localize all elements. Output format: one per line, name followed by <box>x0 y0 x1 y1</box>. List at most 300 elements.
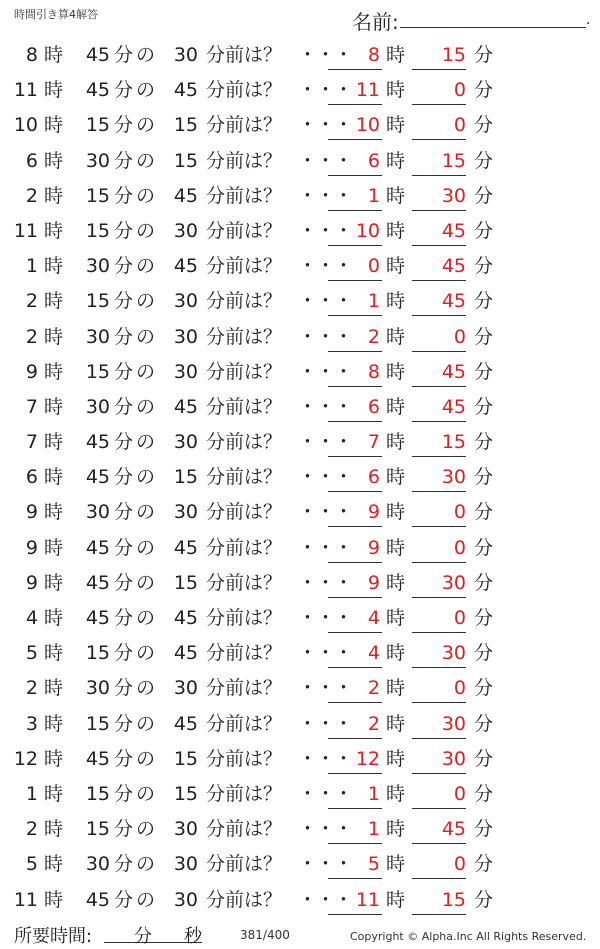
leader-dots: ・・・ <box>298 395 353 418</box>
problem-minute: 45 <box>85 571 110 594</box>
leader-dots: ・・・ <box>298 219 353 242</box>
answer-hour: 6 <box>328 460 382 492</box>
problem-row <box>0 707 600 742</box>
subtract-minutes: 30 <box>173 44 198 66</box>
subtract-minutes: 30 <box>173 360 198 383</box>
problem-minute: 15 <box>85 818 110 841</box>
answer-minute: 0 <box>412 847 466 879</box>
answer-minute-unit: 分 <box>474 818 494 841</box>
minute-unit: 分 <box>114 466 134 489</box>
question-text: 分前は？ <box>206 360 283 383</box>
subtract-minutes: 15 <box>173 782 198 805</box>
problem-row <box>0 179 600 214</box>
answer-minute-unit: 分 <box>474 712 494 735</box>
answer-hour: 1 <box>328 284 382 316</box>
second-unit: 秒 <box>184 926 202 947</box>
subtract-minutes: 45 <box>173 607 198 629</box>
minute-unit: 分 <box>114 747 134 770</box>
answer-minute-unit: 分 <box>474 184 494 207</box>
problem-hour: 11 <box>13 888 38 911</box>
minute-unit: 分 <box>114 149 134 172</box>
question-text: 分前は？ <box>206 888 283 911</box>
subtract-minutes: 30 <box>173 219 198 242</box>
particle-no: の <box>136 79 156 102</box>
answer-minute-unit: 分 <box>474 853 494 876</box>
hour-unit: 時 <box>44 782 64 805</box>
hour-unit: 時 <box>44 79 64 102</box>
particle-no: の <box>136 712 156 735</box>
problem-minute: 30 <box>85 501 110 524</box>
question-text: 分前は？ <box>206 114 283 137</box>
answer-minute-unit: 分 <box>474 325 494 348</box>
problem-hour: 9 <box>25 571 38 594</box>
answer-minute-unit: 分 <box>474 571 494 594</box>
leader-dots: ・・・ <box>298 536 353 559</box>
question-text: 分前は？ <box>206 782 283 805</box>
minute-unit: 分 <box>114 642 134 665</box>
problem-hour: 11 <box>13 79 38 102</box>
answer-hour-unit: 時 <box>386 782 406 805</box>
question-text: 分前は？ <box>206 642 283 665</box>
answer-minute: 45 <box>412 390 466 422</box>
problem-hour: 10 <box>13 114 38 137</box>
problem-hour: 9 <box>25 536 38 559</box>
answer-hour-unit: 時 <box>386 642 406 665</box>
answer-hour-unit: 時 <box>386 818 406 841</box>
problem-minute: 15 <box>85 360 110 383</box>
minute-unit: 分 <box>114 501 134 524</box>
question-text: 分前は？ <box>206 149 283 172</box>
particle-no: の <box>136 114 156 137</box>
problem-minute: 15 <box>85 114 110 137</box>
answer-hour: 8 <box>328 355 382 387</box>
answer-hour-unit: 時 <box>386 712 406 735</box>
answer-hour-unit: 時 <box>386 607 406 629</box>
question-text: 分前は？ <box>206 184 283 207</box>
problem-row <box>0 355 600 390</box>
answer-minute: 30 <box>412 636 466 668</box>
problem-row <box>0 144 600 179</box>
problem-row <box>0 601 600 636</box>
minute-unit: 分 <box>114 712 134 735</box>
minute-unit: 分 <box>114 79 134 102</box>
problem-hour: 2 <box>25 290 38 313</box>
name-field-line <box>400 27 586 28</box>
leader-dots: ・・・ <box>298 607 353 629</box>
minute-unit: 分 <box>114 360 134 383</box>
hour-unit: 時 <box>44 431 64 454</box>
hour-unit: 時 <box>44 395 64 418</box>
hour-unit: 時 <box>44 360 64 383</box>
problem-minute: 15 <box>85 712 110 735</box>
answer-hour: 1 <box>328 777 382 809</box>
problem-minute: 45 <box>85 888 110 911</box>
answer-minute-unit: 分 <box>474 536 494 559</box>
name-field-end: . <box>586 12 591 28</box>
problem-hour: 2 <box>25 325 38 348</box>
hour-unit: 時 <box>44 466 64 489</box>
minute-unit: 分 <box>134 926 152 947</box>
particle-no: の <box>136 853 156 876</box>
problem-hour: 12 <box>13 747 38 770</box>
answer-hour: 6 <box>328 390 382 422</box>
hour-unit: 時 <box>44 853 64 876</box>
particle-no: の <box>136 325 156 348</box>
subtract-minutes: 15 <box>173 571 198 594</box>
particle-no: の <box>136 536 156 559</box>
answer-hour-unit: 時 <box>386 44 406 66</box>
problem-hour: 3 <box>25 712 38 735</box>
leader-dots: ・・・ <box>298 290 353 313</box>
problem-minute: 45 <box>85 44 110 66</box>
hour-unit: 時 <box>44 219 64 242</box>
answer-minute: 30 <box>412 460 466 492</box>
hour-unit: 時 <box>44 184 64 207</box>
particle-no: の <box>136 255 156 278</box>
minute-unit: 分 <box>114 536 134 559</box>
hour-unit: 時 <box>44 501 64 524</box>
answer-hour: 12 <box>328 742 382 774</box>
answer-hour-unit: 時 <box>386 431 406 454</box>
answer-hour-unit: 時 <box>386 466 406 489</box>
problem-minute: 45 <box>85 747 110 770</box>
answer-minute-unit: 分 <box>474 395 494 418</box>
minute-unit: 分 <box>114 290 134 313</box>
answer-minute: 0 <box>412 108 466 140</box>
subtract-minutes: 30 <box>173 818 198 841</box>
answer-minute: 30 <box>412 742 466 774</box>
problem-hour: 9 <box>25 501 38 524</box>
answer-hour-unit: 時 <box>386 360 406 383</box>
subtract-minutes: 45 <box>173 184 198 207</box>
answer-hour: 4 <box>328 636 382 668</box>
answer-minute-unit: 分 <box>474 79 494 102</box>
minute-unit: 分 <box>114 782 134 805</box>
subtract-minutes: 30 <box>173 888 198 911</box>
problem-hour: 2 <box>25 184 38 207</box>
problem-hour: 1 <box>25 255 38 278</box>
hour-unit: 時 <box>44 290 64 313</box>
hour-unit: 時 <box>44 114 64 137</box>
subtract-minutes: 45 <box>173 395 198 418</box>
leader-dots: ・・・ <box>298 325 353 348</box>
problem-row <box>0 320 600 355</box>
question-text: 分前は？ <box>206 712 283 735</box>
question-text: 分前は？ <box>206 571 283 594</box>
problem-hour: 1 <box>25 782 38 805</box>
question-text: 分前は？ <box>206 466 283 489</box>
problem-hour: 7 <box>25 395 38 418</box>
problem-minute: 45 <box>85 466 110 489</box>
leader-dots: ・・・ <box>298 747 353 770</box>
leader-dots: ・・・ <box>298 466 353 489</box>
subtract-minutes: 15 <box>173 747 198 770</box>
answer-hour: 6 <box>328 144 382 176</box>
particle-no: の <box>136 782 156 805</box>
question-text: 分前は？ <box>206 677 283 700</box>
question-text: 分前は？ <box>206 536 283 559</box>
answer-minute: 15 <box>412 144 466 176</box>
question-text: 分前は？ <box>206 431 283 454</box>
problem-minute: 30 <box>85 677 110 700</box>
leader-dots: ・・・ <box>298 114 353 137</box>
question-text: 分前は？ <box>206 395 283 418</box>
problem-minute: 15 <box>85 782 110 805</box>
answer-minute: 15 <box>412 38 466 70</box>
subtract-minutes: 15 <box>173 114 198 137</box>
leader-dots: ・・・ <box>298 818 353 841</box>
answer-hour: 1 <box>328 179 382 211</box>
minute-unit: 分 <box>114 818 134 841</box>
problem-minute: 30 <box>85 325 110 348</box>
answer-hour-unit: 時 <box>386 255 406 278</box>
problem-minute: 45 <box>85 607 110 629</box>
problem-minute: 30 <box>85 255 110 278</box>
leader-dots: ・・・ <box>298 677 353 700</box>
answer-hour-unit: 時 <box>386 114 406 137</box>
answer-minute: 30 <box>412 566 466 598</box>
problem-minute: 30 <box>85 149 110 172</box>
leader-dots: ・・・ <box>298 44 353 66</box>
answer-minute: 30 <box>412 179 466 211</box>
answer-minute: 0 <box>412 671 466 703</box>
problem-hour: 6 <box>25 149 38 172</box>
answer-minute-unit: 分 <box>474 149 494 172</box>
leader-dots: ・・・ <box>298 360 353 383</box>
problem-row <box>0 566 600 601</box>
problem-minute: 45 <box>85 431 110 454</box>
particle-no: の <box>136 466 156 489</box>
problem-row <box>0 883 600 918</box>
minute-unit: 分 <box>114 571 134 594</box>
problem-row <box>0 249 600 284</box>
subtract-minutes: 45 <box>173 79 198 102</box>
question-text: 分前は？ <box>206 607 283 629</box>
question-text: 分前は？ <box>206 747 283 770</box>
answer-hour: 2 <box>328 671 382 703</box>
problem-row <box>0 38 600 73</box>
answer-minute: 0 <box>412 777 466 809</box>
answer-hour: 2 <box>328 707 382 739</box>
problem-row <box>0 671 600 706</box>
hour-unit: 時 <box>44 642 64 665</box>
problem-row <box>0 531 600 566</box>
answer-hour-unit: 時 <box>386 79 406 102</box>
worksheet-title: 時間引き算4解答 <box>14 8 98 21</box>
subtract-minutes: 30 <box>173 325 198 348</box>
problem-list <box>0 38 600 918</box>
particle-no: の <box>136 677 156 700</box>
answer-hour: 4 <box>328 601 382 633</box>
hour-unit: 時 <box>44 818 64 841</box>
problem-hour: 8 <box>25 44 38 66</box>
hour-unit: 時 <box>44 149 64 172</box>
answer-hour: 10 <box>328 214 382 246</box>
minute-unit: 分 <box>114 677 134 700</box>
answer-minute: 45 <box>412 355 466 387</box>
answer-minute-unit: 分 <box>474 255 494 278</box>
answer-minute-unit: 分 <box>474 44 494 66</box>
problem-minute: 15 <box>85 184 110 207</box>
answer-minute: 45 <box>412 214 466 246</box>
answer-minute: 30 <box>412 707 466 739</box>
hour-unit: 時 <box>44 712 64 735</box>
question-text: 分前は？ <box>206 255 283 278</box>
hour-unit: 時 <box>44 571 64 594</box>
problem-row <box>0 847 600 882</box>
particle-no: の <box>136 395 156 418</box>
answer-minute: 0 <box>412 73 466 105</box>
question-text: 分前は？ <box>206 219 283 242</box>
answer-hour-unit: 時 <box>386 571 406 594</box>
answer-minute: 15 <box>412 883 466 915</box>
answer-hour-unit: 時 <box>386 219 406 242</box>
particle-no: の <box>136 290 156 313</box>
subtract-minutes: 30 <box>173 501 198 524</box>
particle-no: の <box>136 360 156 383</box>
answer-hour-unit: 時 <box>386 184 406 207</box>
problem-row <box>0 742 600 777</box>
particle-no: の <box>136 888 156 911</box>
question-text: 分前は？ <box>206 325 283 348</box>
problem-row <box>0 284 600 319</box>
answer-minute: 45 <box>412 812 466 844</box>
answer-minute-unit: 分 <box>474 747 494 770</box>
answer-minute-unit: 分 <box>474 431 494 454</box>
minute-unit: 分 <box>114 395 134 418</box>
answer-minute-unit: 分 <box>474 219 494 242</box>
leader-dots: ・・・ <box>298 712 353 735</box>
answer-hour-unit: 時 <box>386 853 406 876</box>
problem-minute: 30 <box>85 853 110 876</box>
answer-hour-unit: 時 <box>386 536 406 559</box>
minute-unit: 分 <box>114 431 134 454</box>
answer-minute: 15 <box>412 425 466 457</box>
problem-hour: 9 <box>25 360 38 383</box>
answer-minute-unit: 分 <box>474 501 494 524</box>
answer-hour: 11 <box>328 883 382 915</box>
minute-unit: 分 <box>114 219 134 242</box>
problem-row <box>0 460 600 495</box>
answer-hour: 2 <box>328 320 382 352</box>
particle-no: の <box>136 501 156 524</box>
hour-unit: 時 <box>44 677 64 700</box>
leader-dots: ・・・ <box>298 571 353 594</box>
answer-hour: 9 <box>328 531 382 563</box>
answer-minute: 45 <box>412 249 466 281</box>
leader-dots: ・・・ <box>298 79 353 102</box>
subtract-minutes: 15 <box>173 149 198 172</box>
answer-hour: 11 <box>328 73 382 105</box>
answer-minute: 0 <box>412 495 466 527</box>
leader-dots: ・・・ <box>298 184 353 207</box>
problem-hour: 5 <box>25 642 38 665</box>
answer-hour: 9 <box>328 566 382 598</box>
leader-dots: ・・・ <box>298 642 353 665</box>
answer-hour: 8 <box>328 38 382 70</box>
minute-unit: 分 <box>114 184 134 207</box>
problem-row <box>0 812 600 847</box>
hour-unit: 時 <box>44 325 64 348</box>
particle-no: の <box>136 149 156 172</box>
question-text: 分前は？ <box>206 290 283 313</box>
problem-row <box>0 636 600 671</box>
problem-hour: 2 <box>25 818 38 841</box>
particle-no: の <box>136 747 156 770</box>
problem-hour: 4 <box>25 607 38 629</box>
answer-hour-unit: 時 <box>386 501 406 524</box>
time-required-field <box>104 922 202 947</box>
leader-dots: ・・・ <box>298 501 353 524</box>
answer-hour: 0 <box>328 249 382 281</box>
answer-minute-unit: 分 <box>474 360 494 383</box>
answer-hour-unit: 時 <box>386 888 406 911</box>
hour-unit: 時 <box>44 747 64 770</box>
problem-hour: 5 <box>25 853 38 876</box>
leader-dots: ・・・ <box>298 431 353 454</box>
subtract-minutes: 30 <box>173 431 198 454</box>
answer-hour: 9 <box>328 495 382 527</box>
problem-hour: 11 <box>13 219 38 242</box>
subtract-minutes: 45 <box>173 712 198 735</box>
particle-no: の <box>136 607 156 629</box>
subtract-minutes: 30 <box>173 677 198 700</box>
answer-minute-unit: 分 <box>474 782 494 805</box>
minute-unit: 分 <box>114 255 134 278</box>
particle-no: の <box>136 184 156 207</box>
minute-unit: 分 <box>114 607 134 629</box>
hour-unit: 時 <box>44 44 64 66</box>
answer-hour-unit: 時 <box>386 747 406 770</box>
problem-row <box>0 425 600 460</box>
leader-dots: ・・・ <box>298 255 353 278</box>
particle-no: の <box>136 642 156 665</box>
problem-hour: 2 <box>25 677 38 700</box>
particle-no: の <box>136 571 156 594</box>
problem-row <box>0 108 600 143</box>
answer-minute: 0 <box>412 531 466 563</box>
question-text: 分前は？ <box>206 853 283 876</box>
problem-hour: 6 <box>25 466 38 489</box>
minute-unit: 分 <box>114 853 134 876</box>
hour-unit: 時 <box>44 536 64 559</box>
minute-unit: 分 <box>114 44 134 66</box>
leader-dots: ・・・ <box>298 149 353 172</box>
problem-minute: 45 <box>85 79 110 102</box>
particle-no: の <box>136 44 156 66</box>
answer-minute-unit: 分 <box>474 888 494 911</box>
answer-hour-unit: 時 <box>386 677 406 700</box>
subtract-minutes: 45 <box>173 255 198 278</box>
answer-hour-unit: 時 <box>386 395 406 418</box>
name-label: 名前: <box>352 10 399 34</box>
subtract-minutes: 45 <box>173 536 198 559</box>
answer-minute-unit: 分 <box>474 466 494 489</box>
particle-no: の <box>136 431 156 454</box>
answer-minute: 0 <box>412 320 466 352</box>
particle-no: の <box>136 219 156 242</box>
answer-minute-unit: 分 <box>474 677 494 700</box>
answer-hour: 10 <box>328 108 382 140</box>
problem-row <box>0 390 600 425</box>
subtract-minutes: 30 <box>173 853 198 876</box>
leader-dots: ・・・ <box>298 782 353 805</box>
answer-minute: 0 <box>412 601 466 633</box>
minute-unit: 分 <box>114 888 134 911</box>
answer-hour-unit: 時 <box>386 325 406 348</box>
problem-row <box>0 73 600 108</box>
page-number: 381/400 <box>240 928 290 942</box>
